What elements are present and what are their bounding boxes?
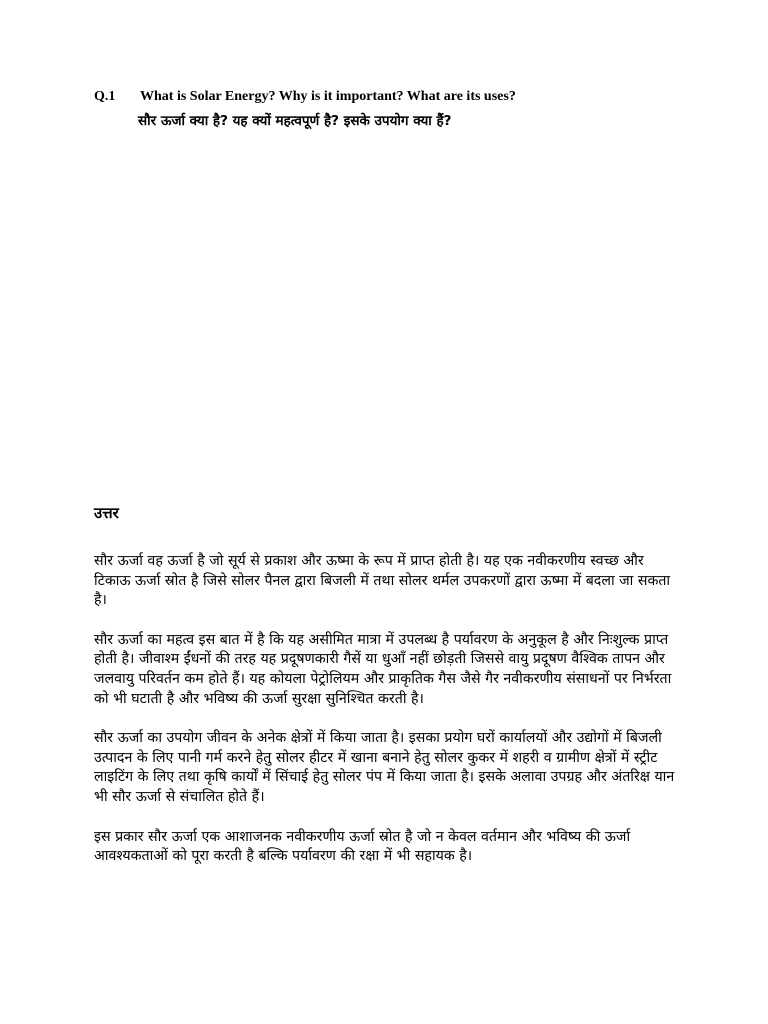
answer-paragraph-uses: सौर ऊर्जा का उपयोग जीवन के अनेक क्षेत्रों में किया जाता है। इसका प्रयोग घरों कार्यालयों और उद्योगों में बिजली उत्पादन के लिए पानी गर्म करने हेतु सोलर हीटर में खाना बनाने हेतु सोलर कुकर में शहरी व ग्रामीण क्षेत्रों में स्ट्रीट लाइटिंग के लिए तथा कृषि कार्यों में सिंचाई हेतु सोलर पंप में किया जाता है। इसके अलावा उपग्रह और अंतरिक्ष यान भी सौर ऊर्जा से संचालित होते हैं। xyxy=(94,730,675,805)
answer-paragraph-importance: सौर ऊर्जा का महत्व इस बात में है कि यह असीमित मात्रा में उपलब्ध है पर्यावरण के अनुकूल है और निःशुल्क प्राप्त होती है। जीवाश्म ईंधनों की तरह यह प्रदूषणकारी गैसें या धुआँ नहीं छोड़ती जिससे वायु प्रदूषण वैश्विक तापन और जलवायु परिवर्तन कम होते हैं। यह कोयला पेट्रोलियम और प्राकृतिक गैस जैसे गैर नवीकरणीय संसाधनों पर निर्भरता को भी घटाती है और भविष्य की ऊर्जा सुरक्षा सुनिश्चित करती है। xyxy=(94,631,672,707)
answer-paragraph-definition: सौर ऊर्जा वह ऊर्जा है जो सूर्य से प्रकाश और ऊष्मा के रूप में प्राप्त होती है। यह एक नवीकरणीय स्वच्छ और टिकाऊ ऊर्जा स्रोत है जिसे सोलर पैनल द्वारा बिजली में तथा सोलर थर्मल उपकरणों द्वारा ऊष्मा में बदला जा सकता है। xyxy=(94,553,671,609)
question-text-hindi: सौर ऊर्जा क्या है? यह क्यों महत्वपूर्ण है? इसके उपयोग क्या हैं? xyxy=(138,113,452,129)
question-number: Q.1 xyxy=(94,89,116,104)
answer-paragraph-conclusion: इस प्रकार सौर ऊर्जा एक आशाजनक नवीकरणीय ऊर्जा स्रोत है जो न केवल वर्तमान और भविष्य की ऊर्जा आवश्यकताओं को पूरा करती है बल्कि पर्यावरण की रक्षा में भी सहायक है। xyxy=(94,828,631,865)
answer-body xyxy=(94,552,678,887)
question-text-english: What is Solar Energy? Why is it important? What are its uses? xyxy=(140,89,516,104)
answer-heading: उत्तर xyxy=(94,504,119,522)
